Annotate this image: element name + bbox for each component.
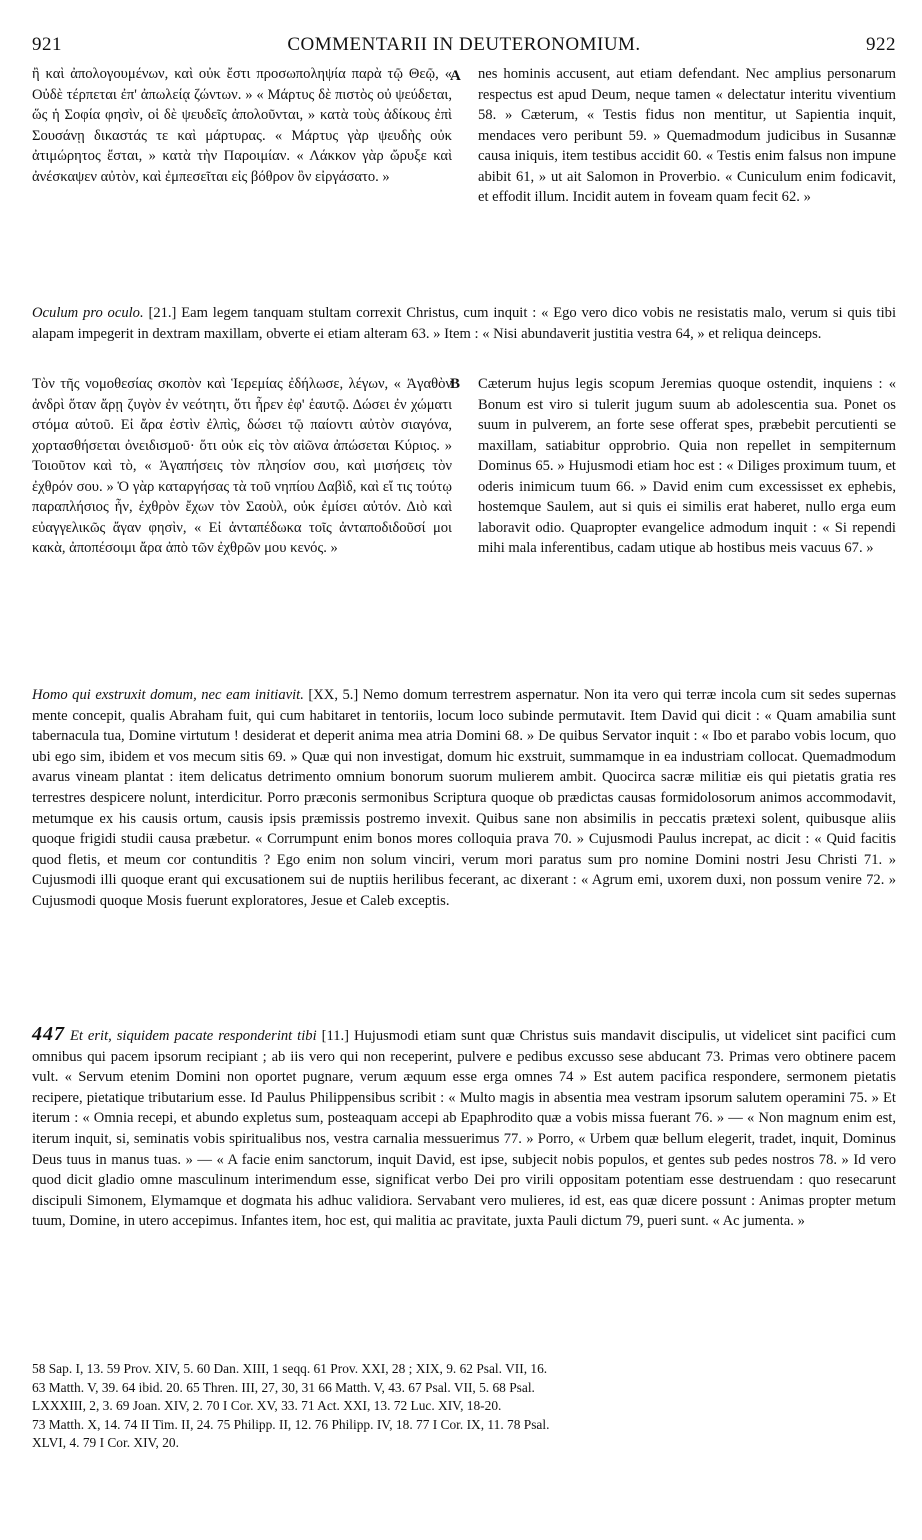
footnote-line: XLVI, 4. 79 I Cor. XIV, 20.	[32, 1435, 179, 1450]
page-number-right: 922	[866, 34, 896, 55]
latin-column: Cæterum hujus legis scopum Jeremias quoque ostendit, inquiens : « Bonum est viro si tulerit jugum suum ab adolescentia sua. Ponet os suum in pulverem, an forte sese offerat spes, præbebit percutienti se maxillam, satiabitur opprobrio. Quia non repellet in sempiternum Dominus 65. » Hujusmodi etiam hoc est : « Diliges proximum tuum, et oderis inimicum tuum 66. » David enim cum excessisset ex ephebis, hostemque Saulem, aut si quis ei similis erat haberet, nullo erga eum laboravit odio. Quapropter evangelice admodum inquit : « Si rependi mihi mala inferentibus, cadam utique ab hostibus meis vacuus 67. »	[478, 376, 896, 556]
paragraph-erit	[32, 1024, 896, 1232]
lemma-oculum: Oculum pro oculo.	[32, 305, 144, 321]
column-marker-b: B	[450, 376, 461, 392]
latin-column: nes hominis accusent, aut etiam defendant. Nec amplius personarum respectus est apud Deum, neque tamen « delectatur interitu viventium 58. » Cæterum, « Testis fidus non mentitur, ut Sapientia inquit, mendaces vero peribunt 59. » Quemadmodum judicibus in Susannæ causa iniquis, item testibus accidit 60. « Testis enim falsus non impune abibit 61, » ut ait Salomon in Proverbio. « Cuniculum enim fodicavit, et effodit illum. Incidit autem in foveam quam fecit 62. »	[478, 66, 896, 205]
paragraph-oculum	[32, 303, 896, 344]
text-erit: [11.] Hujusmodi etiam sunt quæ Christus suis mandavit discipulis, ut videlicet sint pacifici cum omnibus qui pacem ipsorum recipiant ; ab iis vero qui non receperint, pulvere e pedibus excusso sese abducant 73. Primas vero obtinere pacem vult. « Servum etenim Domini non oportet pugnare, verum æquum esse erga omnes 74 » Est autem pacifica respondere, sermonem pietatis recipere, pietatique tributarium esse. Id Paulus Philippensibus scribit : « Multo magis in absentia mea vestram ipsorum salutem operamini 75. » Et iterum : « Omnia recepi, et abundo expletus sum, posteaquam accepi ab Epaphrodito quæ a vobis missa fuerant 76. » — « Non magnum enim est, iterum inquit, si, seminatis vobis spiritualibus nos, vestra carnalia messuerimus 77. » Porro, « Urbem quæ bellum elegerit, tradet, inquit, Dominus Deus tuus in manus tuas. » — « A facie enim sanctorum, inquit David, est ipse, subjecit nobis populos, et gentes sub pedes nostros 78. » Id vero quod dicit gladio omne masculinum interimendum esse, significat verbo Dei pro virili oppositam potentiam esse destruendam : quo resecarunt discipuli Simonem, Elymamque et dogmata his adhuc validiora. Servabant vero mulieres, id est, eas quæ dicere possunt : Animas propter metum tuum, Domine, in utero accepimus. Infantes item, hoc est, qui malitia ac pravitate, juxta Pauli dictum 79, pueri sunt. « Ac jumenta. »	[32, 1028, 896, 1230]
column-marker-a: A	[450, 68, 461, 84]
text-homo: [XX, 5.] Nemo domum terrestrem aspernatur. Non ita vero qui terræ incola cum sit sedes supernas mente concepit, qualis Abraham fuit, qui cum habitaret in tentoriis, locum loco subinde permutavit. Item David qui dicit : « Quam amabilia sunt tabernacula tua, Domine virtutum ! desiderat et deperit anima mea atria Domini 68. » De quibus Servator inquit : « Ibo et parabo vobis locum, quo ubi ego sim, ibidem et vos mecum sitis 69. » Quæ qui non investigat, domum hic exstruit, summamque in ea industriam collocat. Quemadmodum avarus vineam plantat : item delicatus detrimento omnium bonorum suorum mulierem ambit. Quocirca sacræ militiæ eis qui pietatis gratia res terrestres despicere nolunt, interdicitur. Porro præconis sermonibus Scriptura quoque ob prædictas causas formidolosorum animos accommodavit, metumque ex his causis ortum, causis ipsis præmissis postremo invexit. Quibus sane non absimilis in peccatis prætexi solent, quibusque aliis quoque frigidi studii causa præbetur. « Corrumpunt enim bonos mores colloquia prava 70. » Cujusmodi Paulus increpat, ac dicit : « Quid facitis quod fletis, et meum cor contunditis ? Ego enim non solum vinciri, verum mori paratus sum pro nomine Domini nostri Jesu Christi 71. » Cujusmodi illi quoque erant qui excusationem sui de nuptiis herilibus fecerant, ac dixerant : « Agrum emi, uxorem duxi, non possum venire 72. » Cujusmodi quoque Mosis fuerunt exploratores, Jesue et Caleb exceptis.	[32, 687, 896, 909]
parallel-block-b	[32, 374, 896, 674]
lemma-homo: Homo qui exstruxit domum, nec eam initiavit.	[32, 687, 304, 703]
parallel-block-a	[32, 64, 896, 294]
lemma-erit: Et erit, siquidem pacate responderint tibi	[69, 1028, 317, 1044]
margin-page-marker: 447	[32, 1023, 65, 1045]
footnote-line: 58 Sap. I, 13. 59 Prov. XIV, 5. 60 Dan. XIII, 1 seqq. 61 Prov. XXI, 28 ; XIX, 9. 62 Psal. VII, 16.	[32, 1361, 548, 1376]
text-oculum: [21.] Eam legem tanquam stultam correxit Christus, cum inquit : « Ego vero dico vobis ne resistatis malo, verum si quis tibi alapam impegerit in dextram maxillam, obverte ei etiam alteram 63. » Item : « Nisi abundaverit justitia vestra 64, » et reliqua deinceps.	[32, 305, 896, 342]
paragraph-homo	[32, 685, 896, 912]
greek-column: Τὸν τῆς νομοθεσίας σκοπὸν καὶ Ἱερεμίας ἐδήλωσε, λέγων, « Ἀγαθὸν ἀνδρὶ ὅταν ἄρῃ ζυγὸν ἐν νεότητι, ὅτι ἦρεν ἐφ' ἑαυτῷ. Δώσει ἐν χώματι στόμα αὐτοῦ. Εἰ ἄρα ἐστὶν ἐλπὶς, δώσει τῷ παίοντι αὐτὸν σιαγόνα, χορτασθήσεται ὀνειδισμοῦ· ὅτι οὐκ εἰς τὸν αἰῶνα ἀπώσεται Κύριος. » Τοιοῦτον καὶ τὸ, « Ἀγαπήσεις τὸν πλησίον σου, καὶ μισήσεις τὸν ἐχθρόν σου. » Ὁ γὰρ καταργήσας τὰ τοῦ νηπίου Δαβὶδ, καὶ εἴ τις τούτῳ παραπλήσιος ἦν, ἐχθρὸν ἔχων τὸν Σαοὺλ, οὐκ ἐμίσει αὐτόν. Διὸ καὶ εὐαγγελικῶς ἄγαν φησὶν, « Εἰ ἀνταπέδωκα τοῖς ἀνταποδιδοῦσί μοι κακὰ, ἀποπέσοιμι ἄρα ἀπὸ τῶν ἐχθρῶν μου κενός. »	[32, 376, 452, 556]
footnote-line: 63 Matth. V, 39. 64 ibid. 20. 65 Thren. III, 27, 30, 31 66 Matth. V, 43. 67 Psal. VII, 5. 68 Psal.	[32, 1379, 535, 1395]
page-number-left: 921	[32, 34, 62, 55]
footnotes	[32, 1360, 896, 1453]
greek-column: ἢ καὶ ἀπολογουμένων, καὶ οὐκ ἔστι προσωποληψία παρὰ τῷ Θεῷ, « Οὐδὲ τέρπεται ἐπ' ἀπωλείᾳ ζώντων. » « Μάρτυς δὲ πιστὸς οὐ ψεύδεται, ὥς ἡ Σοφία φησὶν, οἱ δὲ ψευδεῖς ἀπολοῦνται, » κατὰ τοὺς ἀδίκους ἐπὶ Σουσάνῃ δικαστάς τε καὶ μάρτυρας. « Μάρτυς γὰρ ψευδὴς οὐκ ἀτιμώρητος ἔσται, » κατὰ τὴν Παροιμίαν. « Λάκκον γὰρ ὤρυξε καὶ ἀνέσκαψεν αὐτὸν, καὶ ἐμπεσεῖται εἰς βόθρον ὃν εἰργάσατο. »	[32, 66, 452, 185]
running-title: COMMENTARII IN DEUTERONOMIUM.	[287, 34, 641, 55]
footnote-line: 73 Matth. X, 14. 74 II Tim. II, 24. 75 Philipp. II, 12. 76 Philipp. IV, 18. 77 I Cor. IX, 11. 78 Psal.	[32, 1416, 550, 1432]
page-header	[32, 34, 896, 60]
footnote-line: LXXXIII, 2, 3. 69 Joan. XIV, 2. 70 I Cor. XV, 33. 71 Act. XXI, 13. 72 Luc. XIV, 18-20.	[32, 1398, 502, 1413]
